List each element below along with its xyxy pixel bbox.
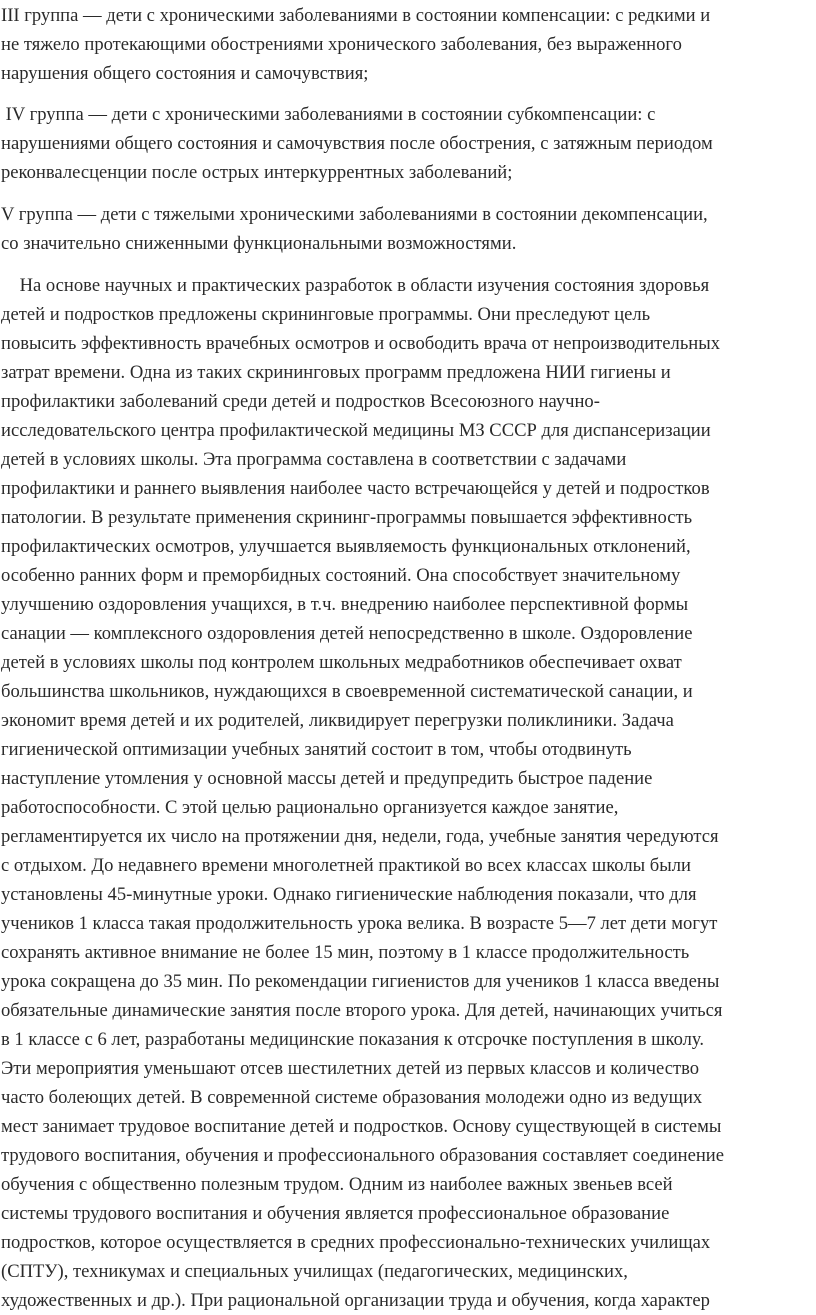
text-line: санации — комплексного оздоровления детей непосредственно в школе. Оздоровление <box>1 623 693 644</box>
text-line: подростков, которое осуществляется в средних профессионально-технических училищах <box>1 1232 711 1253</box>
text-line: профилактических осмотров, улучшается выявляемость функциональных отклонений, <box>1 536 691 557</box>
text-line: обязательные динамические занятия после второго урока. Для детей, начинающих учиться <box>1 1000 723 1021</box>
text-line: Эти мероприятия уменьшают отсев шестилетних детей из первых классов и количество <box>1 1058 700 1079</box>
text-line: повысить эффективность врачебных осмотров и освободить врача от непроизводительных <box>1 333 721 354</box>
text-line: патологии. В результате применения скрининг-программы повышается эффективность <box>1 507 693 528</box>
text-line: (СПТУ), техникумах и специальных училищах (педагогических, медицинских, <box>1 1261 628 1282</box>
text-line: профилактики и раннего выявления наиболее часто встречающейся у детей и подростков <box>1 478 710 499</box>
text-line: трудового воспитания, обучения и профессионального образования составляет соединение <box>1 1145 725 1166</box>
text-line: установлены 45-минутные уроки. Однако гигиенические наблюдения показали, что для <box>1 884 697 905</box>
text-line: особенно ранних форм и преморбидных состояний. Она способствует значительному <box>1 565 681 586</box>
text-line: в 1 классе с 6 лет, разработаны медицинские показания к отсрочке поступления в школу. <box>1 1029 705 1050</box>
text-line: часто болеющих детей. В современной системе образования молодежи одно из ведущих <box>1 1087 703 1108</box>
text-line: затрат времени. Одна из таких скрининговых программ предложена НИИ гигиены и <box>1 362 671 383</box>
text-line: детей и подростков предложены скрининговые программы. Они преследуют цель <box>1 304 651 325</box>
text-line: мест занимает трудовое воспитание детей и подростков. Основу существующей в системы <box>1 1116 722 1137</box>
text-line: большинства школьников, нуждающихся в своевременной систематической санации, и <box>1 681 693 702</box>
text-line: нарушениями общего состояния и самочувствия после обострения, с затяжным периодом <box>1 133 713 154</box>
text-line: реконвалесценции после острых интеркуррентных заболеваний; <box>1 162 513 183</box>
text-line: III группа — дети с хроническими заболеваниями в состоянии компенсации: с редкими и <box>1 5 711 26</box>
text-line: детей в условиях школы под контролем школьных медработников обеспечивает охват <box>1 652 682 673</box>
text-line: наступление утомления у основной массы детей и предупредить быстрое падение <box>1 768 653 789</box>
text-line: V группа — дети с тяжелыми хроническими заболеваниями в состоянии декомпенсации, <box>1 204 708 225</box>
text-line: профилактики заболеваний среди детей и подростков Всесоюзного научно- <box>1 391 600 412</box>
text-line: обучения с общественно полезным трудом. Одним из наиболее важных звеньев всей <box>1 1174 673 1195</box>
text-line: IV группа — дети с хроническими заболеваниями в состоянии субкомпенсации: с <box>1 104 656 125</box>
text-line: исследовательского центра профилактической медицины МЗ СССР для диспансеризации <box>1 420 711 441</box>
text-line: улучшению оздоровления учащихся, в т.ч. внедрению наиболее перспективной формы <box>1 594 689 615</box>
text-line: На основе научных и практических разработок в области изучения состояния здоровья <box>1 275 710 296</box>
text-line: нарушения общего состояния и самочувствия; <box>1 63 369 84</box>
text-line: гигиенической оптимизации учебных занятий состоит в том, чтобы отодвинуть <box>1 739 632 760</box>
text-line: не тяжело протекающими обострениями хронического заболевания, без выраженного <box>1 34 682 55</box>
text-line: работоспособности. С этой целью рационально организуется каждое занятие, <box>1 797 619 818</box>
text-line: урока сокращена до 35 мин. По рекомендации гигиенистов для учеников 1 класса введены <box>1 971 720 992</box>
text-line: с отдыхом. До недавнего времени многолетней практикой во всех классах школы были <box>1 855 691 876</box>
text-line: художественных и др.). При рациональной организации труда и обучения, когда характер <box>1 1290 710 1311</box>
text-line: со значительно сниженными функциональными возможностями. <box>1 233 517 254</box>
text-line: сохранять активное внимание не более 15 мин, поэтому в 1 классе продолжительность <box>1 942 690 963</box>
text-line: учеников 1 класса такая продолжительность урока велика. В возрасте 5—7 лет дети могут <box>1 913 718 934</box>
text-line: детей в условиях школы. Эта программа составлена в соответствии с задачами <box>1 449 627 470</box>
text-line: системы трудового воспитания и обучения является профессиональное образование <box>1 1203 670 1224</box>
text-line: экономит время детей и их родителей, ликвидирует перегрузки поликлиники. Задача <box>1 710 674 731</box>
text-line: регламентируется их число на протяжении дня, недели, года, учебные занятия чередуются <box>1 826 719 847</box>
